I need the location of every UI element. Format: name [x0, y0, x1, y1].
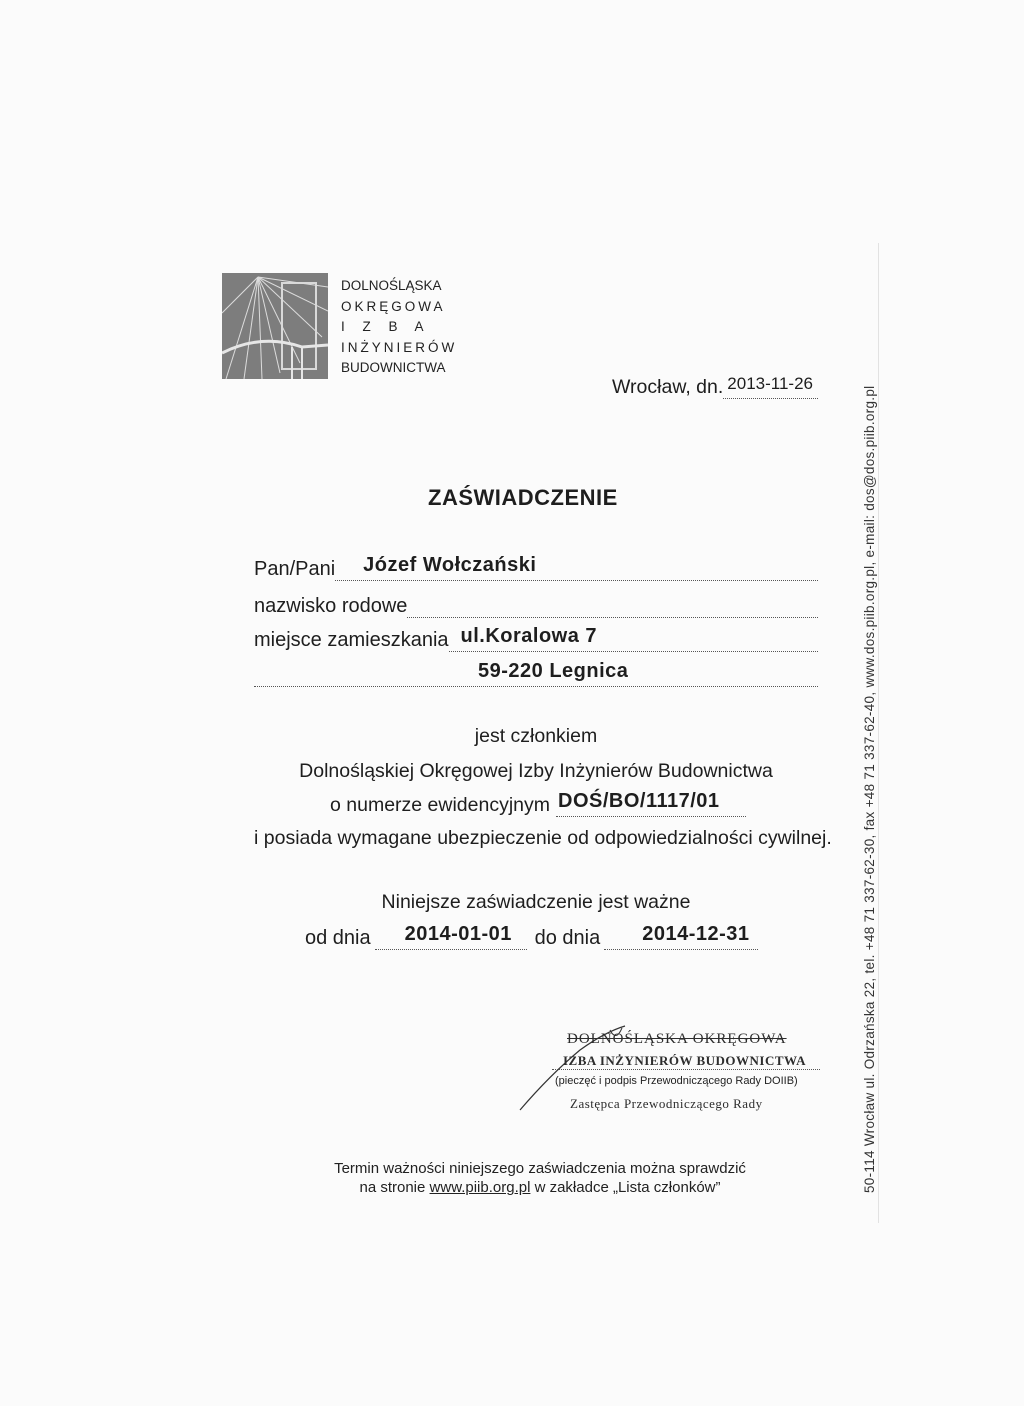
signature-line [552, 1069, 820, 1070]
maiden-name-label: nazwisko rodowe [254, 595, 408, 617]
date-value: 2013-11-26 [727, 374, 813, 393]
footer-note [300, 1159, 780, 1197]
logo-line5: BUDOWNICTWA [341, 360, 446, 375]
logo-line2: OKRĘGOWA [341, 298, 446, 314]
from-value: 2014-01-01 [404, 923, 512, 945]
maiden-name-field [407, 593, 818, 618]
maiden-name-row [254, 593, 818, 618]
chamber-logo [222, 273, 328, 379]
logo-line1: DOLNOŚLĄSKA [341, 278, 442, 293]
footer-post: w zakładce „Lista członków” [534, 1179, 721, 1196]
residence-field [449, 627, 818, 652]
place-date [612, 374, 818, 399]
chamber-text: Dolnośląskiej Okręgowej Izby Inżynierów Budownictwa [299, 760, 773, 782]
validity-range [305, 925, 758, 950]
footer-line2 [300, 1178, 780, 1197]
piib-link[interactable]: www.piib.org.pl [429, 1179, 531, 1196]
stamp-line1: DOLNOŚLĄSKA OKRĘGOWA [567, 1031, 787, 1047]
to-field [604, 925, 758, 950]
to-label: do dnia [534, 927, 601, 949]
registration-field [556, 792, 746, 817]
chamber-name [341, 276, 457, 379]
residence-row [254, 627, 818, 652]
from-label: od dnia [305, 927, 371, 949]
side-address: 50-114 Wrocław ul. Odrzańska 22, tel. +48 71 337-62-30, fax +48 71 337-62-40, www.dos.piib.org.pl, e-mail: dos@dos.piib.org.pl [862, 385, 877, 1193]
name-field [335, 556, 818, 581]
residence-value: ul.Koralowa 7 [460, 625, 598, 647]
footer-pre: na stronie [359, 1179, 426, 1196]
date-field [723, 374, 818, 399]
city-row [254, 662, 818, 687]
registration-row [330, 792, 746, 817]
registration-value: DOŚ/BO/1117/01 [558, 790, 720, 812]
city-value: 59-220 Legnica [478, 660, 629, 682]
logo-line3: I Z B A [341, 319, 426, 334]
validity-text: Niniejsze zaświadczenie jest ważne [381, 891, 691, 913]
place-label: Wrocław, dn. [612, 376, 724, 398]
name-value: Józef Wołczański [363, 554, 537, 576]
signature-caption: (pieczęć i podpis Przewodniczącego Rady DOIIB) [555, 1075, 798, 1087]
logo-line4: INŻYNIERÓW [341, 339, 458, 355]
member-text: jest członkiem [474, 725, 598, 747]
city-field [254, 662, 818, 687]
registration-label: o numerze ewidencyjnym [330, 794, 551, 816]
from-field [375, 925, 527, 950]
document-title: ZAŚWIADCZENIE [428, 485, 618, 510]
footer-line1: Termin ważności niniejszego zaświadczenia można sprawdzić [334, 1160, 746, 1177]
to-value: 2014-12-31 [642, 923, 750, 945]
name-row [254, 556, 818, 581]
stamp-line2: IZBA INŻYNIERÓW BUDOWNICTWA [563, 1053, 806, 1068]
residence-label: miejsce zamieszkania [254, 629, 449, 651]
name-label: Pan/Pani [254, 558, 336, 580]
stamp-line3: Zastępca Przewodniczącego Rady [570, 1096, 763, 1111]
side-divider [878, 243, 879, 1223]
insurance-text: i posiada wymagane ubezpieczenie od odpowiedzialności cywilnej. [254, 827, 832, 849]
